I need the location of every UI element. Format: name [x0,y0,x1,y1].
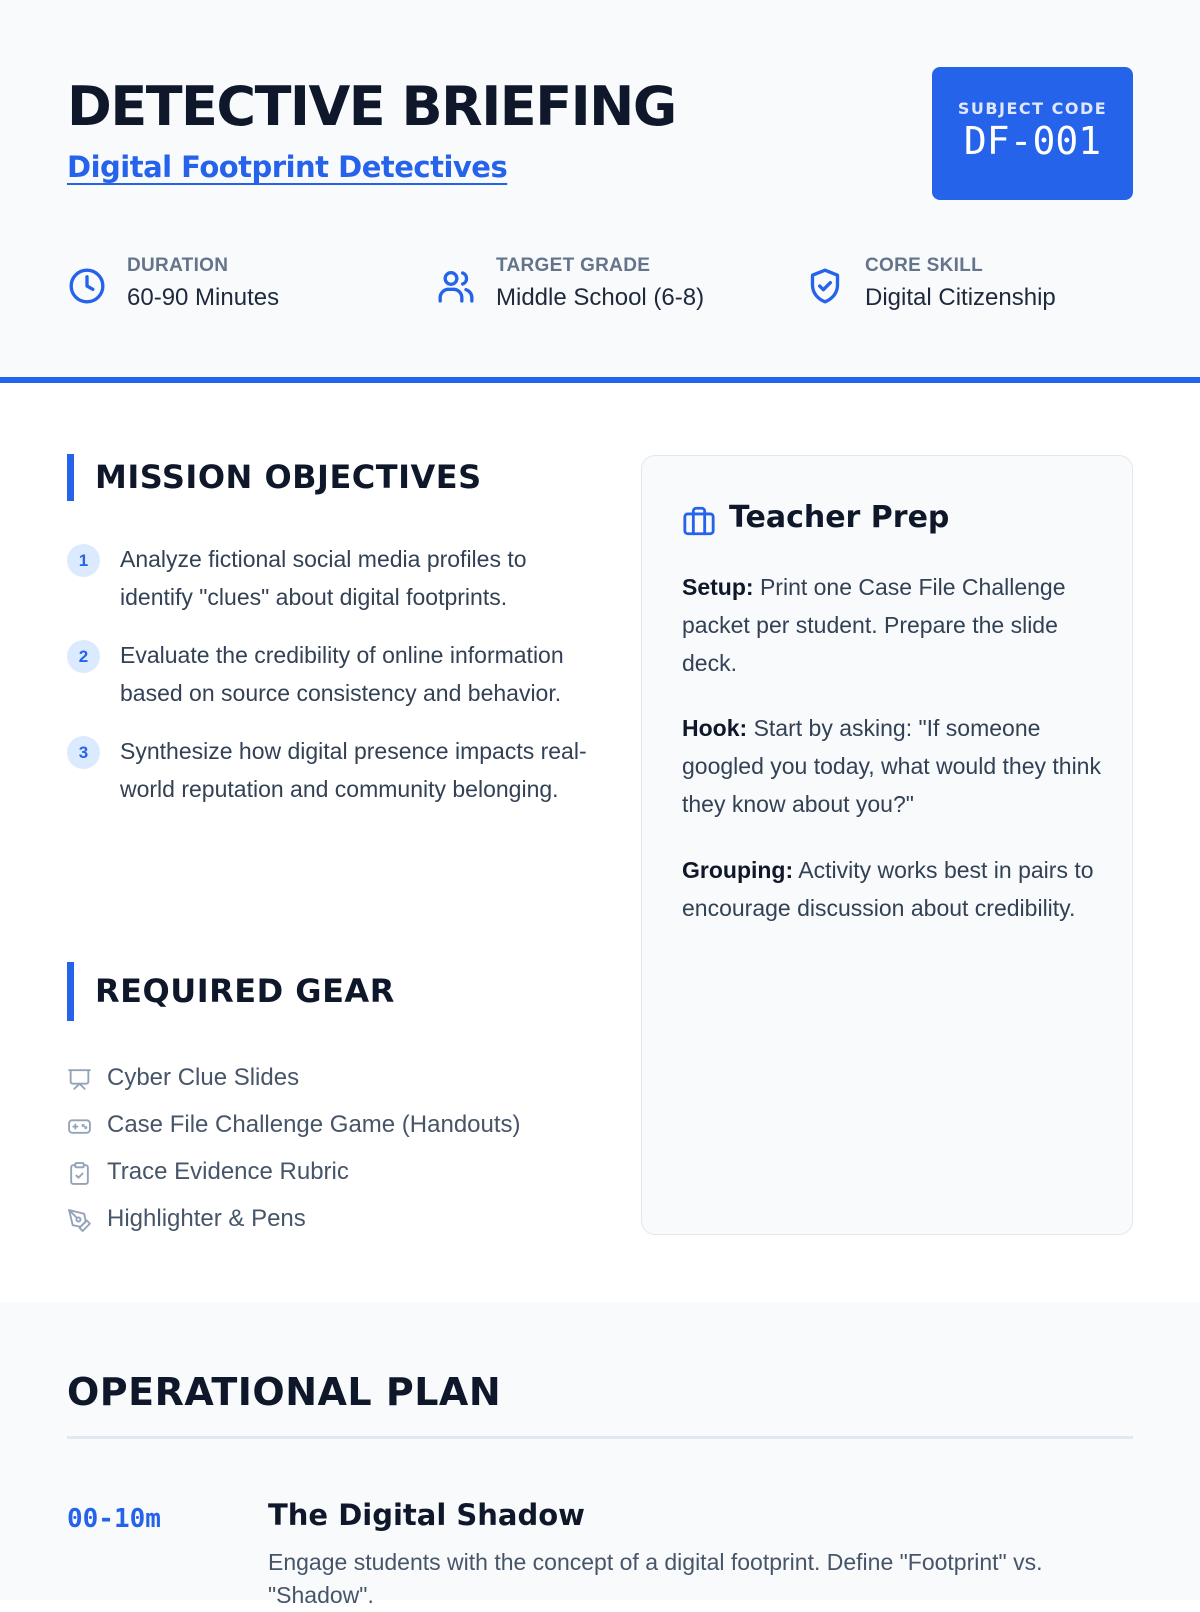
objective-item [67,636,587,712]
objective-text: Synthesize how digital presence impacts real-world reputation and community belonging. [120,738,587,802]
subject-code-badge [932,67,1133,200]
meta-label: DURATION [127,255,229,276]
gear-item [67,1061,521,1108]
section-title: REQUIRED GEAR [95,972,395,1010]
objective-number-badge: 2 [67,640,100,673]
teacher-prep-title: Teacher Prep [729,500,950,535]
objectives-heading [67,454,482,501]
gear-list [67,1061,521,1249]
briefcase-icon [682,504,716,538]
section-title: OPERATIONAL PLAN [67,1370,502,1414]
objective-number-badge: 1 [67,544,100,577]
clipboard-check-icon [67,1161,92,1186]
gear-item [67,1108,521,1155]
objective-text: Analyze fictional social media profiles to identify "clues" about digital footprints. [120,546,527,610]
briefing-header [0,0,1200,383]
meta-label: CORE SKILL [865,255,984,276]
gamepad-icon [67,1114,92,1139]
pen-tool-icon [67,1208,92,1233]
gear-text: Highlighter & Pens [107,1205,306,1232]
step-title: The Digital Shadow [268,1498,585,1532]
subject-code-label: SUBJECT CODE [957,99,1108,118]
gear-text: Trace Evidence Rubric [107,1158,349,1185]
teacher-prep-panel [641,455,1133,1235]
meta-value: Digital Citizenship [865,284,1056,311]
clock-icon [67,266,107,306]
step-description: Engage students with the concept of a digital footprint. Define "Footprint" vs. "Shadow". [268,1549,1043,1608]
prep-label: Setup: [682,574,754,600]
objectives-list [67,540,587,828]
meta-label: TARGET GRADE [496,255,651,276]
prep-text: Activity works best in pairs to encourage discussion about credibility. [682,857,1094,921]
step-time: 00-10m [67,1504,161,1534]
lesson-title-link[interactable]: Digital Footprint Detectives [67,150,508,184]
operational-plan-section [0,1302,1200,1608]
prep-text: Start by asking: "If someone googled you today, what would they think they know about you?" [682,715,1101,817]
prep-paragraph-setup [682,568,1102,682]
gear-item [67,1202,521,1249]
gear-item [67,1155,521,1202]
prep-paragraph-hook [682,709,1102,823]
gear-text: Case File Challenge Game (Handouts) [107,1111,521,1138]
prep-label: Hook: [682,715,748,741]
meta-value: 60-90 Minutes [127,284,280,311]
shield-check-icon [805,266,845,306]
section-title: MISSION OBJECTIVES [95,458,482,496]
gear-text: Cyber Clue Slides [107,1064,300,1091]
objective-number-badge: 3 [67,736,100,769]
page-title: DETECTIVE BRIEFING [67,75,676,138]
objective-item [67,540,587,616]
meta-value: Middle School (6-8) [496,284,705,311]
prep-text: Print one Case File Challenge packet per student. Prepare the slide deck. [682,574,1066,676]
objective-item [67,732,587,808]
subject-code-value: DF-001 [963,119,1102,163]
divider [67,1436,1133,1439]
prep-label: Grouping: [682,857,794,883]
presentation-icon [67,1067,92,1092]
prep-paragraph-grouping [682,851,1102,927]
gear-heading [67,962,395,1021]
objective-text: Evaluate the credibility of online information based on source consistency and behavior. [120,642,564,706]
users-icon [436,266,476,306]
